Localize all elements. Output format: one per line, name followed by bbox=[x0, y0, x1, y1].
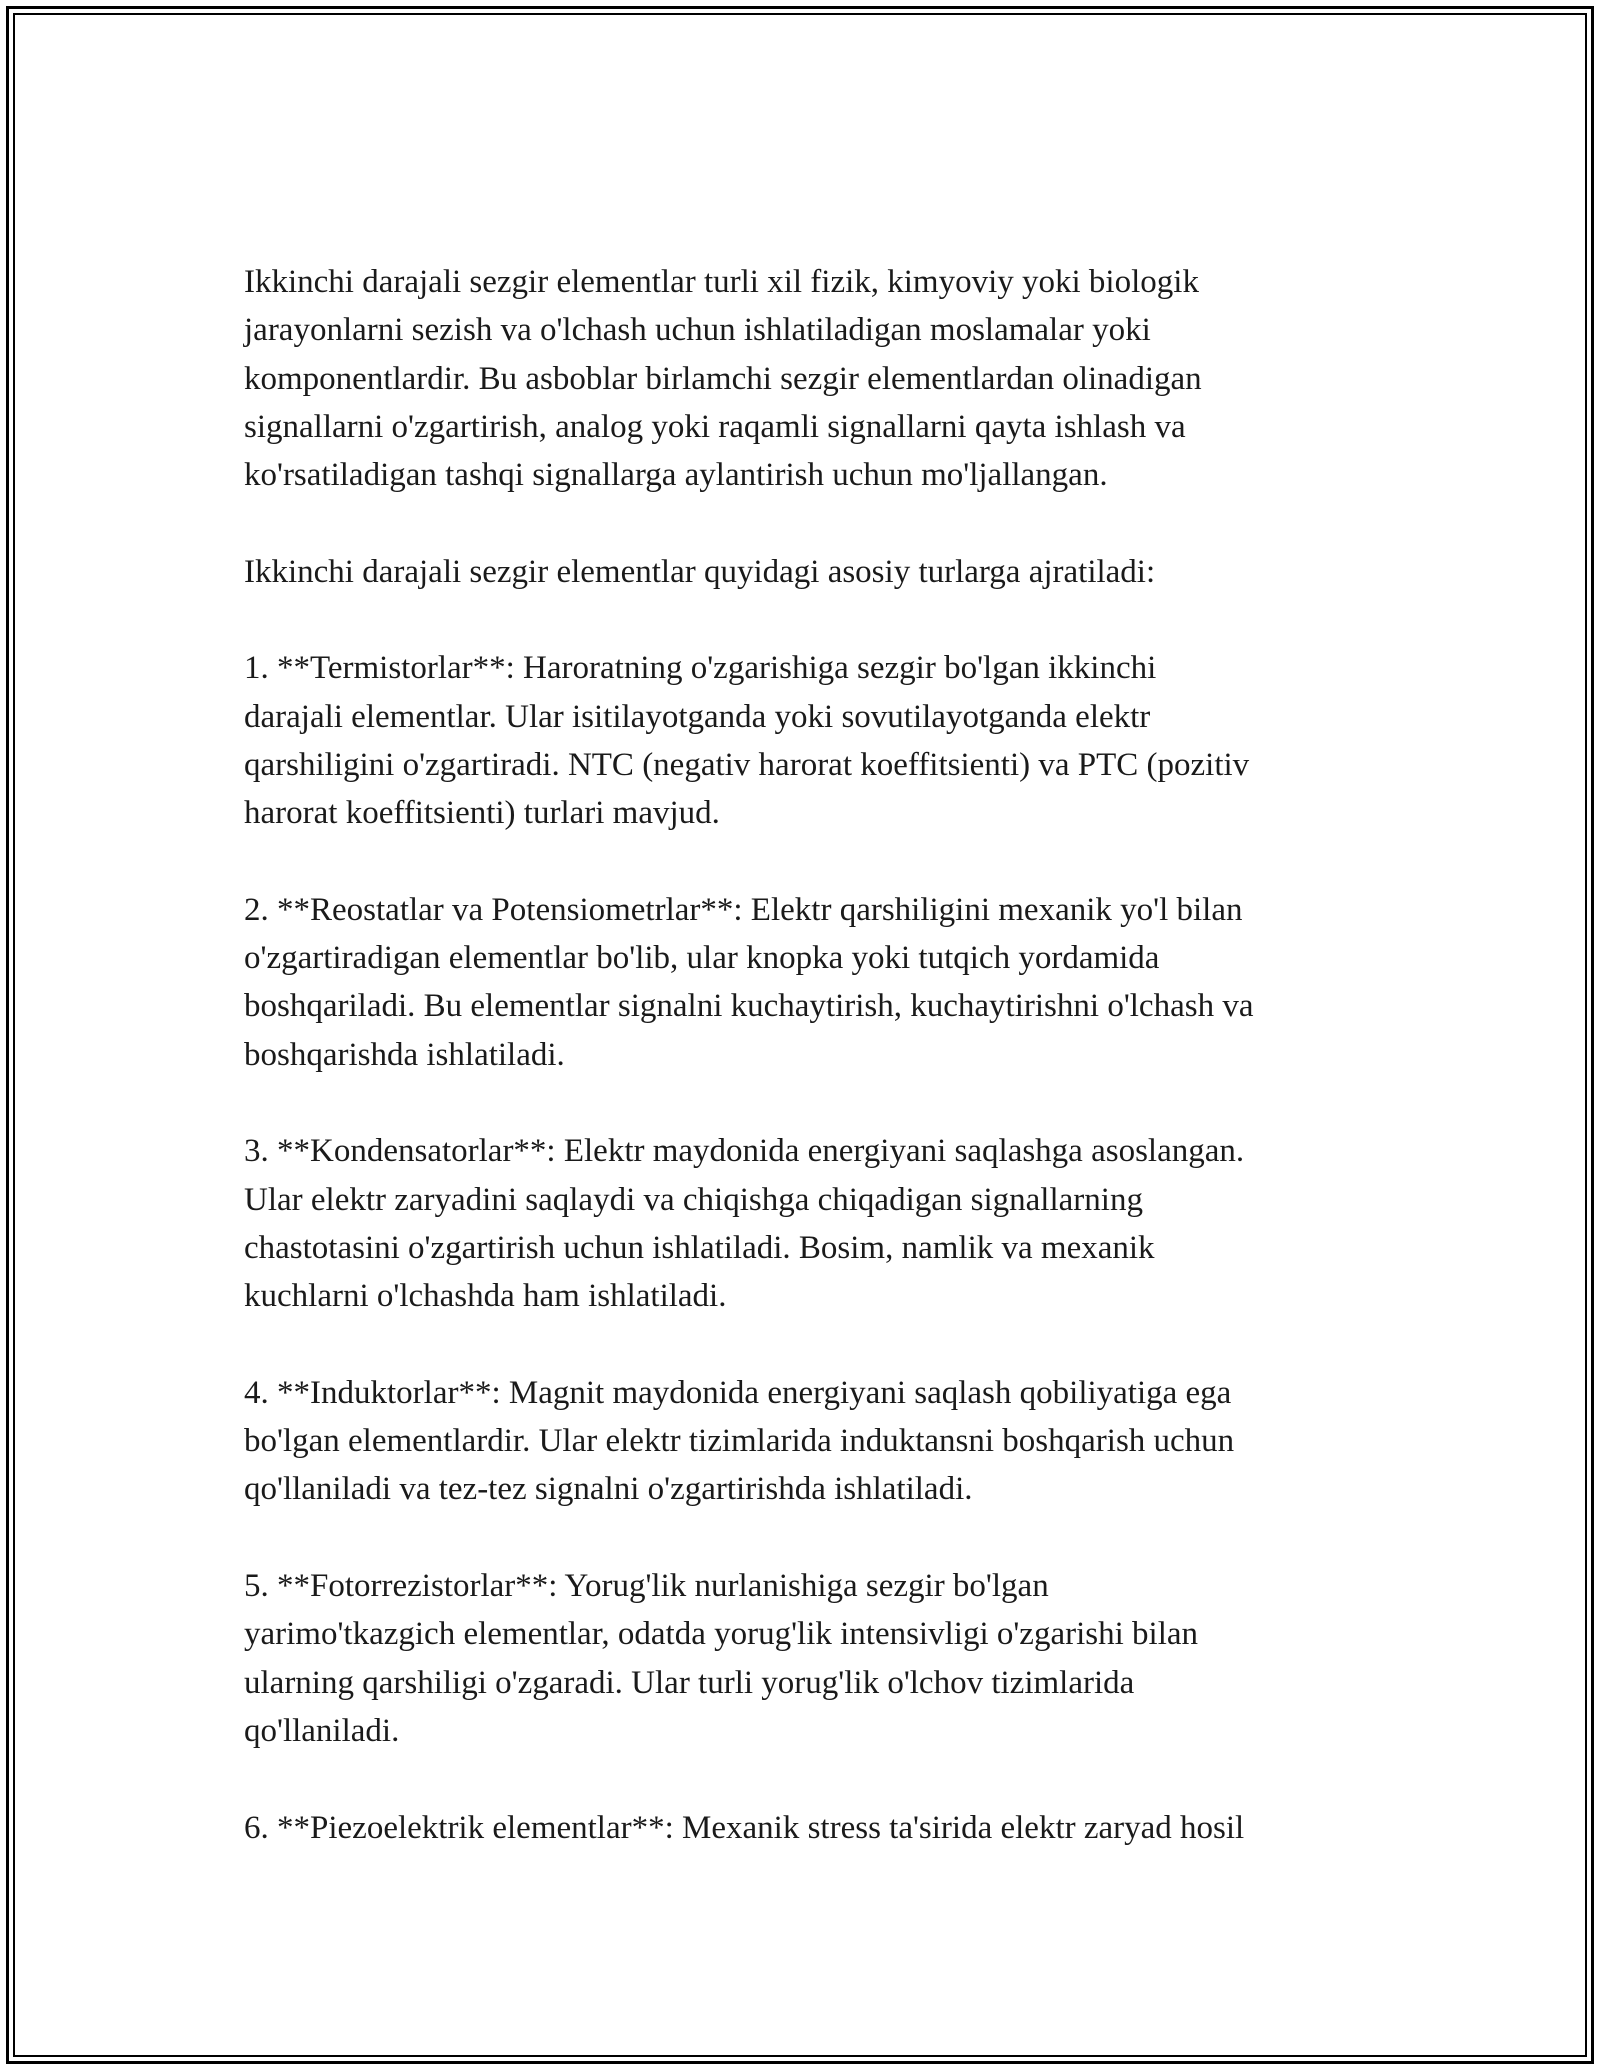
list-item-kondensatorlar: 3. **Kondensatorlar**: Elektr maydonida energiyani saqlashga asoslangan. Ular elektr zaryadini saqlaydi va chiqishga chiqadigan signallarning chastotasini o'zgartirish uchun ishlatiladi. Bosim, namlik va mexanik kuchlarni o'lchashda ham ishlatiladi. bbox=[244, 1133, 1245, 1315]
intro-paragraph: Ikkinchi darajali sezgir elementlar turli xil fizik, kimyoviy yoki biologik jarayonlarni sezish va o'lchash uchun ishlatiladigan moslamalar yoki komponentlardir. Bu asboblar birlamchi sezgir elementlardan olinadigan signallarni o'zgartirish, analog yoki raqamli signallarni qayta ishlash va ko'rsatiladigan tashqi signallarga aylantirish uchun mo'ljallangan. bbox=[244, 264, 1202, 494]
list-item-fotorrezistorlar: 5. **Fotorrezistorlar**: Yorug'lik nurlanishiga sezgir bo'lgan yarimo'tkazgich elementlar, odatda yorug'lik intensivligi o'zgarishi bilan ularning qarshiligi o'zgaradi. Ular turli yorug'lik o'lchov tizimlarida qo'llaniladi. bbox=[244, 1568, 1199, 1749]
list-item-piezoelektrik: 6. **Piezoelektrik elementlar**: Mexanik stress ta'sirida elektr zaryad hosil bbox=[244, 1809, 1245, 1846]
list-item-reostatlar: 2. **Reostatlar va Potensiometrlar**: Elektr qarshiligini mexanik yo'l bilan o'zgartiradigan elementlar bo'lib, ular knopka yoki tutqich yordamida boshqariladi. Bu elementlar signalni kuchaytirish, kuchaytirishni o'lchash va boshqarishda ishlatiladi. bbox=[244, 891, 1254, 1073]
document-body bbox=[244, 258, 1389, 1900]
page-frame bbox=[6, 6, 1594, 2064]
types-intro-paragraph: Ikkinchi darajali sezgir elementlar quyidagi asosiy turlarga ajratiladi: bbox=[244, 553, 1156, 590]
list-item-induktorlar: 4. **Induktorlar**: Magnit maydonida energiyani saqlash qobiliyatiga ega bo'lgan elementlardir. Ular elektr tizimlarida induktansni boshqarish uchun qo'llaniladi va tez-tez signalni o'zgartirishda ishlatiladi. bbox=[244, 1374, 1235, 1508]
list-item-termistorlar: 1. **Termistorlar**: Haroratning o'zgarishiga sezgir bo'lgan ikkinchi darajali elementlar. Ular isitilayotganda yoki sovutilayotganda elektr qarshiligini o'zgartiradi. NTC (negativ harorat koeffitsienti) va PTC (pozitiv harorat koeffitsienti) turlari mavjud. bbox=[244, 650, 1250, 832]
